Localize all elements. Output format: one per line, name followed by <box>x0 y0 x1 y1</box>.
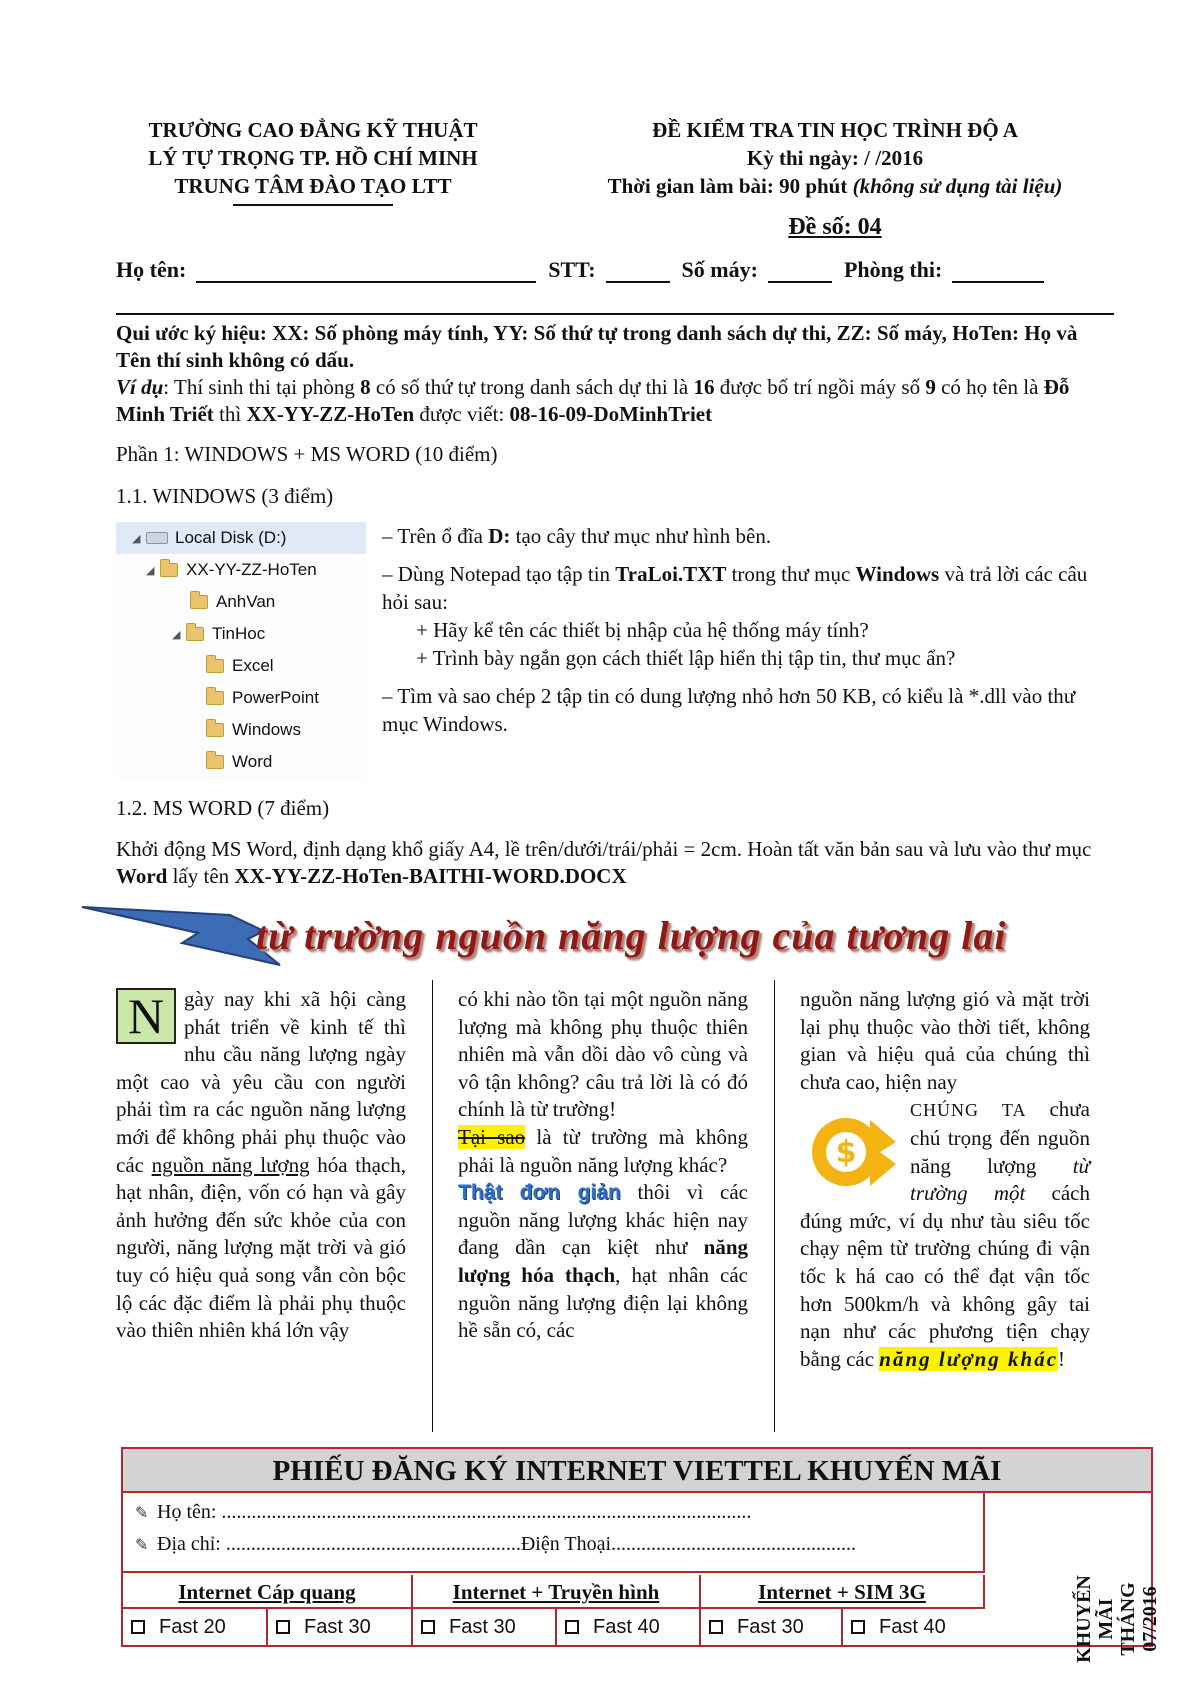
name-field-label: Họ tên: .......................................................................................................... <box>157 1501 752 1523</box>
sec11-heading: 1.1. WINDOWS (3 điểm) <box>116 484 334 508</box>
tree-label: PowerPoint <box>232 688 319 707</box>
ex-l: 08-16-09-DoMinhTriet <box>509 402 713 426</box>
tree-label: TinHoc <box>212 624 266 643</box>
wi-b: Word <box>116 864 168 888</box>
folder-icon <box>186 627 204 641</box>
group-fiber: Internet Cáp quang <box>123 1575 413 1609</box>
t2a: – Dùng Notepad tạo tập tin <box>382 562 616 586</box>
form-title: PHIẾU ĐĂNG KÝ INTERNET VIETTEL KHUYẾN MÃI <box>123 1449 1151 1493</box>
ex-e: được bố trí ngồi máy số <box>714 375 926 399</box>
c2g: , hạt nhân các nguồn năng lượng điện lại không hề sẵn có, các <box>458 1262 748 1343</box>
school-line-3: TRUNG TÂM ĐÀO TẠO LTT <box>174 174 452 198</box>
column-divider-1 <box>432 980 433 1432</box>
ex-j: XX-YY-ZZ-HoTen <box>246 402 415 426</box>
stt-label: STT: <box>548 257 596 282</box>
promo-side-label <box>987 1493 1161 1663</box>
exam-date: Kỳ thi ngày: / /2016 <box>746 146 924 170</box>
option-fast30-sim[interactable] <box>701 1609 843 1645</box>
option-label: Fast 30 <box>449 1616 516 1638</box>
t1a: – Trên ổ đĩa <box>382 524 489 548</box>
tree-item-powerpoint[interactable] <box>206 682 319 714</box>
c3g: ! <box>1058 1346 1066 1371</box>
address-field-label: Địa chỉ: ...........................................................Điện Thoại................................................. <box>157 1533 857 1555</box>
duration-note: (không sử dụng tài liệu) <box>852 174 1063 198</box>
school-line-1: TRƯỜNG CAO ĐẲNG KỸ THUẬT <box>148 118 478 142</box>
c3f: năng lượng khác <box>879 1346 1059 1371</box>
promo-line-4: 07/2016 <box>1139 1586 1161 1652</box>
name-field[interactable] <box>135 1501 751 1524</box>
disk-icon <box>146 532 168 544</box>
tree-label: XX-YY-ZZ-HoTen <box>186 560 317 579</box>
header-divider <box>116 313 1114 315</box>
folder-icon <box>206 659 224 673</box>
svg-text:$: $ <box>835 1135 857 1171</box>
ex-k: được viết: <box>414 402 510 426</box>
c1b: nguồn năng lượng <box>151 1152 310 1177</box>
group-tv: Internet + Truyền hình <box>413 1575 701 1609</box>
c2f: năng lượng hóa thạch <box>458 1235 748 1287</box>
windows-tasks <box>382 522 1112 748</box>
machine-label: Số máy: <box>681 257 758 282</box>
tree-item-root-folder[interactable] <box>146 554 317 586</box>
t1c: tạo cây thư mục như hình bên. <box>510 524 772 548</box>
tree-label: Word <box>232 752 273 771</box>
room-blank[interactable] <box>952 261 1044 283</box>
tree-label: Local Disk (D:) <box>175 528 287 547</box>
article-title: từ trường nguồn năng lượng của tương lai <box>256 913 1007 958</box>
tree-label: Windows <box>232 720 301 739</box>
c2c: là từ trường mà không phải là nguồn năng lượng khác? <box>458 1124 748 1177</box>
school-line-2: LÝ TỰ TRỌNG TP. HỒ CHÍ MINH <box>148 146 478 170</box>
convention-text: Qui ước ký hiệu: XX: Số phòng máy tính, YY: Số thứ tự trong danh sách dự thi, ZZ: Số máy, HoTen: Họ và Tên thí sinh không có dấu. <box>116 321 1078 372</box>
tree-label: Excel <box>232 656 274 675</box>
task-2 <box>382 560 1112 616</box>
school-header <box>108 116 518 206</box>
ex-d: 16 <box>693 375 715 399</box>
pen-icon: ✎ <box>135 1536 149 1554</box>
ex-h: Đỗ Minh Triết <box>116 375 1070 426</box>
c3b: CHÚNG TA <box>910 1100 1027 1121</box>
dollar-coin-icon <box>800 1102 900 1202</box>
address-field[interactable] <box>135 1533 856 1556</box>
exam-duration <box>555 172 1115 200</box>
c1a: gày nay khi xã hội càng phát triển về kinh tế thì nhu cầu năng lượng ngày một cao và yêu cầu con người phải tìm ra các nguồn năng lượng mới để không phải phụ thuộc vào các <box>116 987 406 1177</box>
group-sim: Internet + SIM 3G <box>701 1575 985 1609</box>
promo-text <box>1073 1543 1161 1695</box>
article-column-2 <box>458 986 748 1345</box>
option-fast40-tv[interactable] <box>557 1609 701 1645</box>
task-3: – Tìm và sao chép 2 tập tin có dung lượng nhỏ hơn 50 KB, có kiểu là *.dll vào thư mục Windows. <box>382 684 1076 736</box>
header-underline <box>233 204 393 206</box>
ex-b: 8 <box>360 375 371 399</box>
name-blank[interactable] <box>196 261 536 283</box>
folder-icon <box>206 723 224 737</box>
form-fields <box>123 1493 985 1573</box>
option-label: Fast 30 <box>737 1616 804 1638</box>
checkbox[interactable] <box>709 1620 723 1634</box>
option-label: Fast 40 <box>593 1616 660 1638</box>
folder-icon <box>160 563 178 577</box>
promo-line-2: MÃI <box>1095 1598 1117 1640</box>
promo-line-1: KHUYẾN <box>1073 1575 1095 1663</box>
tree-item-word[interactable] <box>206 746 272 778</box>
folder-tree <box>116 522 366 780</box>
tree-label: AnhVan <box>216 592 276 611</box>
checkbox[interactable] <box>565 1620 579 1634</box>
exam-title: ĐỀ KIỂM TRA TIN HỌC TRÌNH ĐỘ A <box>652 118 1018 142</box>
expand-triangle-icon[interactable]: ◢ <box>172 628 181 641</box>
part1-heading: Phần 1: WINDOWS + MS WORD (10 điểm) <box>116 442 498 466</box>
c2a: có khi nào tồn tại một nguồn năng lượng mà không phụ thuộc thiên nhiên mà vẫn dồi dào vô cùng và vô tận không? câu trả lời là có đó chính là từ trường! <box>458 987 748 1122</box>
c2e: thôi vì các nguồn năng lượng khác hiện nay đang dần cạn kiệt như <box>458 1180 748 1260</box>
ex-i: thì <box>213 402 247 426</box>
c2b: Tại sao <box>458 1124 526 1149</box>
wi-a: Khởi động MS Word, định dạng khổ giấy A4, lề trên/dưới/trái/phải = 2cm. Hoàn tất văn bản sau và lưu vào thư mục <box>116 837 1092 861</box>
t2c: trong thư mục <box>726 562 856 586</box>
option-fast40-sim[interactable] <box>843 1609 985 1645</box>
machine-blank[interactable] <box>768 261 832 283</box>
pen-icon: ✎ <box>135 1504 149 1522</box>
room-label: Phòng thi: <box>843 257 943 282</box>
option-label: Fast 20 <box>159 1616 226 1638</box>
promo-line-3: THÁNG <box>1117 1582 1139 1656</box>
folder-icon <box>206 755 224 769</box>
duration-text: Thời gian làm bài: 90 phút <box>607 174 853 198</box>
t2b: TraLoi.TXT <box>615 562 727 586</box>
checkbox[interactable] <box>851 1620 865 1634</box>
option-fast30-tv[interactable] <box>413 1609 557 1645</box>
package-grid <box>123 1575 985 1645</box>
checkbox[interactable] <box>421 1620 435 1634</box>
drop-cap: N <box>116 988 176 1044</box>
word-intro <box>116 836 1116 890</box>
sec12-heading: 1.2. MS WORD (7 điểm) <box>116 796 330 820</box>
article-column-1 <box>116 986 406 1345</box>
column-divider-2 <box>774 980 775 1432</box>
tree-item-local-disk[interactable] <box>116 522 366 554</box>
ex-a: : Thí sinh thi tại phòng <box>163 375 361 399</box>
question-2: + Trình bày ngắn gọn cách thiết lập hiển thị tập tin, thư mục ẩn? <box>416 646 956 670</box>
tree-item-excel[interactable] <box>206 650 274 682</box>
t2e: và trả lời các câu hỏi sau: <box>382 562 1088 614</box>
t1b: D: <box>488 524 511 548</box>
article-column-3 <box>800 986 1090 1373</box>
option-label: Fast 40 <box>879 1616 946 1638</box>
c3a: nguồn năng lượng gió và mặt trời lại phụ thuộc vào thời tiết, không gian và hiệu quả của chúng thì chưa cao, hiện nay <box>800 987 1090 1094</box>
folder-icon <box>206 691 224 705</box>
candidate-info-row <box>116 257 1056 283</box>
expand-triangle-icon[interactable]: ◢ <box>146 564 155 577</box>
c2d: Thật đơn giản <box>458 1181 621 1205</box>
stt-blank[interactable] <box>606 261 670 283</box>
exam-code: Đề số: 04 <box>788 214 882 240</box>
ex-f: 9 <box>925 375 936 399</box>
folder-icon <box>190 595 208 609</box>
c1c: hóa thạch, hạt nhân, điện, vốn có hạn và gây ảnh hưởng đến sức khỏe của con người, năng lượng mặt trời và gió tuy có hiệu quả song vẫn còn bộc lộ các đặc điểm là phải phụ thuộc vào thiên nhiên khá lớn vậy <box>116 1152 407 1343</box>
tree-item-windows[interactable] <box>206 714 301 746</box>
checkbox[interactable] <box>276 1620 290 1634</box>
c3c: chưa chú trọng đến nguồn năng lượng <box>910 1097 1090 1178</box>
option-fast20[interactable] <box>123 1609 268 1645</box>
wi-c: lấy tên <box>167 864 235 888</box>
ex-g: có họ tên là <box>935 375 1044 399</box>
c3d: từ trường một <box>910 1153 1090 1206</box>
t2d: Windows <box>855 562 940 586</box>
question-1: + Hãy kể tên các thiết bị nhập của hệ thống máy tính? <box>416 618 869 642</box>
tree-item-tinhoc[interactable] <box>172 618 265 650</box>
task-1 <box>382 522 1112 550</box>
exam-header <box>555 116 1115 200</box>
expand-triangle-icon[interactable]: ◢ <box>132 532 141 545</box>
registration-form <box>121 1447 1161 1663</box>
wi-d: XX-YY-ZZ-HoTen-BAITHI-WORD.DOCX <box>234 864 627 888</box>
tree-item-anhvan[interactable] <box>190 586 275 618</box>
example-label: Ví dụ <box>116 375 164 399</box>
option-label: Fast 30 <box>304 1616 371 1638</box>
checkbox[interactable] <box>131 1620 145 1634</box>
c3e: cách đúng mức, ví dụ như tàu siêu tốc chạy nệm từ trường chúng đi vận tốc k há cao có thể đạt vận tốc hơn 500km/h và không gây tai nạn như các phương tiện chạy bằng các <box>800 1181 1091 1371</box>
example-text <box>116 374 1116 428</box>
ex-c: có số thứ tự trong danh sách dự thi là <box>370 375 694 399</box>
name-label: Họ tên: <box>116 257 187 282</box>
option-fast30[interactable] <box>268 1609 413 1645</box>
